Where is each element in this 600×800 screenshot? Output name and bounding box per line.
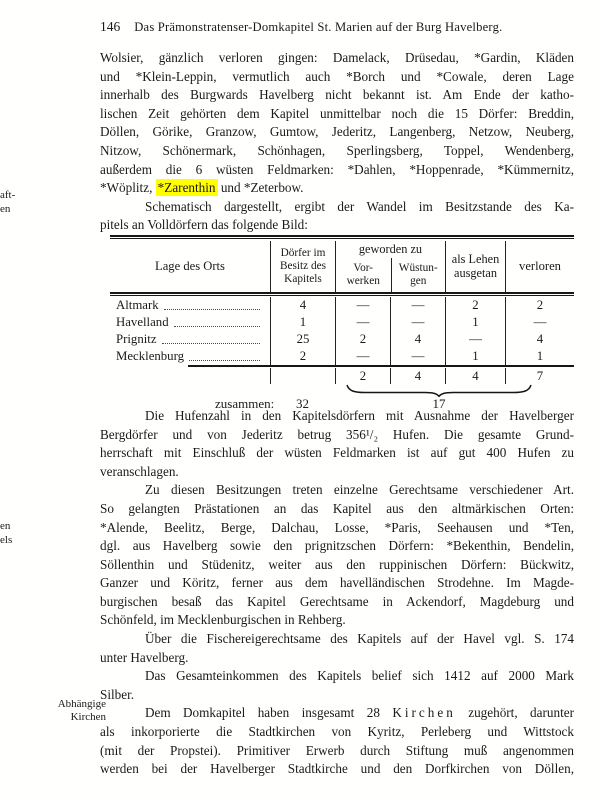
table-summary-row	[110, 395, 574, 413]
table-cell: 25	[270, 331, 335, 348]
margin-note-line: en	[0, 520, 11, 532]
table-body	[110, 297, 574, 365]
table-cell: —	[335, 297, 390, 314]
table-cell: 2	[445, 297, 505, 314]
search-highlight: *Zarenthin	[157, 180, 216, 196]
table-cell: 4	[390, 331, 445, 348]
table-cell: 1	[505, 348, 574, 365]
text-line: (mit der Propstei). Primitiver Erwerb durch Stiftung muß angenommen	[100, 742, 574, 758]
table-row	[110, 348, 574, 365]
table-header-cell: verloren	[505, 241, 574, 292]
running-title: Das Prämonstratenser-Domkapitel St. Marien auf der Burg Havelberg.	[134, 20, 503, 34]
text-line: Das Gesamteinkommen des Kapitels belief sich 1412 auf 2000 Mark	[145, 668, 574, 684]
table-cell: —	[445, 331, 505, 348]
header-line: gen	[410, 274, 427, 287]
text-line: Zu diesen Besitzungen treten einzelne Gerechtsame verschiedener Art.	[145, 482, 574, 498]
text-line: außerdem die 6 wüsten Feldmarken: *Dahlen, *Hoppenrade, *Kümmernitz,	[100, 161, 574, 177]
table-header-cell	[270, 241, 335, 292]
text-line: Bergdörfer und von Jederitz betrug 356¹/₂ Hufen. Die gesamte Grund-	[100, 426, 574, 442]
table-cell: —	[390, 297, 445, 314]
page-number: 146	[100, 19, 121, 34]
margin-note-fragment	[0, 520, 12, 547]
header-line: ausgetan	[453, 266, 498, 281]
table-sum-rule	[188, 365, 574, 367]
table-cell: 2	[505, 297, 574, 314]
margin-note-line: aft-	[0, 189, 16, 201]
margin-note-abhaengige-kirchen	[28, 698, 106, 723]
table-totals-row	[110, 368, 574, 384]
header-line: als Lehen	[451, 252, 500, 267]
table-header-cell: geworden zu	[358, 241, 423, 256]
table-cell: —	[505, 314, 574, 331]
text-line-with-emphasis	[100, 704, 574, 723]
text-line: Söllenthin und Stüdenitz, weiter aus den ruppinischen Dörfern: Bückwitz,	[100, 556, 574, 572]
row-label: Havelland	[116, 314, 169, 329]
text-line: Schematisch dargestellt, ergibt der Wandel im Besitzstande des Ka-	[145, 198, 574, 214]
table-cell: 1	[270, 314, 335, 331]
text-segment: und *Zeterbow.	[217, 180, 304, 196]
table-cell-empty	[110, 368, 270, 384]
row-label-cell	[110, 297, 270, 314]
text-line: werden bei der Havelberger Stadtkirche und den Dorfkirchen von Döllen,	[100, 761, 574, 777]
table-header-row	[110, 241, 574, 292]
table-total-cell: 4	[445, 368, 505, 384]
table-header-cell	[391, 258, 446, 292]
header-line: Dörfer im	[280, 246, 326, 259]
possession-table	[110, 235, 574, 411]
table-row	[110, 314, 574, 331]
text-line: herrschaft mit Einschluß der wüsten Feldmarken ist auf gut 400 Hufen zu	[100, 445, 574, 461]
text-line: und *Klein-Leppin, vermutlich auch *Borch und *Cowale, deren Lage	[100, 68, 574, 84]
text-segment: Dem Domkapitel haben insgesamt 28	[145, 705, 393, 721]
text-column	[100, 49, 574, 779]
text-segment: *Wöplitz,	[100, 180, 156, 196]
table-cell: —	[335, 348, 390, 365]
sum-label: zusammen:	[215, 395, 275, 411]
dot-leader	[162, 331, 260, 344]
text-line: Über die Fischereigerechtsame des Kapitels auf der Havel vgl. S. 174	[145, 631, 574, 647]
table-row	[110, 331, 574, 348]
text-line-with-highlight	[100, 179, 574, 198]
text-line: Silber.	[100, 686, 135, 702]
table-cell: 4	[270, 297, 335, 314]
text-line: Die Hufenzahl in den Kapitelsdörfern mit Ausnahme der Havelberger	[145, 407, 574, 423]
sum-total: 32	[296, 395, 309, 411]
text-line: Döllen, Görike, Granzow, Gumtow, Jederitz, Langenberg, Netzow, Neuberg,	[100, 124, 574, 140]
table-top-rule	[110, 235, 574, 237]
dot-leader	[164, 297, 260, 310]
text-line: als inkorporierte die Stadtkirchen von Kyritz, Perleberg und Wittstock	[100, 724, 574, 740]
row-label-cell	[110, 331, 270, 348]
text-line: *Alende, Beelitz, Berge, Dalchau, Losse, *Paris, Seehausen und *Ten,	[100, 519, 574, 535]
table-cell: 2	[270, 348, 335, 365]
text-line: dgl. aus Havelberg sowie den prignitzschen Dörfern: *Bekenthin, Bendelin,	[100, 538, 574, 554]
brace-total: 17	[432, 395, 446, 411]
text-line: Wolsier, gänzlich verloren gingen: Damelack, Drüsedau, *Gardin, Kläden	[100, 50, 574, 65]
table-header-cell	[445, 241, 505, 292]
text-line: Nitzow, Schönermark, Schönhagen, Sperlingsberg, Toppel, Wendenberg,	[100, 142, 574, 158]
table-header-cell	[336, 258, 391, 292]
table-cell: 4	[505, 331, 574, 348]
header-line: Kapitels	[284, 272, 322, 285]
table-cell-empty	[270, 368, 335, 384]
header-line: Vor-	[353, 261, 374, 274]
table-header-group	[335, 241, 445, 292]
margin-note-line: Kirchen	[70, 710, 106, 723]
header-line: werken	[346, 274, 380, 287]
table-total-cell: 4	[390, 368, 445, 384]
text-line: Ganzer und Köritz, ferner aus dem havelländischen Strodehne. Im Magde-	[100, 575, 574, 591]
table-total-cell: 2	[335, 368, 390, 384]
margin-note-line: els	[0, 533, 13, 546]
table-cell: 1	[445, 348, 505, 365]
row-label-cell	[110, 314, 270, 331]
table-cell: 1	[445, 314, 505, 331]
table-cell: —	[335, 314, 390, 331]
margin-note-line: Abhängige	[57, 698, 106, 710]
table-row	[110, 297, 574, 314]
table-cell: —	[390, 314, 445, 331]
text-line: So gelangten Prästationen an das Kapitel aus den altmärkischen Orten:	[100, 500, 574, 516]
text-line: Schönfeld, im Mecklenburgischen in Rehberg.	[100, 612, 346, 628]
header-line: Besitz des	[279, 259, 327, 272]
text-line: lischen Zeit gehörten dem Kapitel unmittelbar noch die 15 Dörfer: Breddin,	[100, 105, 574, 121]
row-label: Mecklenburg	[116, 348, 184, 363]
table-top-rule	[110, 238, 574, 239]
table-total-cell: 7	[505, 368, 574, 384]
text-segment: zugehört, darunter	[455, 705, 574, 721]
letterspaced-word: Kirchen	[392, 705, 456, 721]
margin-note-fragment	[0, 189, 15, 216]
margin-note-line: en	[0, 202, 11, 215]
text-line: pitels an Volldörfern das folgende Bild:	[100, 217, 308, 233]
row-label: Prignitz	[116, 331, 157, 346]
dot-leader	[189, 348, 260, 361]
table-header-rule	[110, 292, 574, 294]
table-header-subcells	[336, 258, 445, 292]
row-label: Altmark	[116, 297, 159, 312]
table-cell: 2	[335, 331, 390, 348]
text-line: burgischen besaß das Kapitel Gerechtsame in Ackendorf, Magdeburg und	[100, 593, 574, 609]
text-line: innerhalb des Burgwards Havelberg nicht bekannt ist. Am Ende der katho-	[100, 87, 574, 103]
page-header	[100, 18, 580, 36]
header-line: Wüstun-	[398, 261, 438, 274]
text-line: veranschlagen.	[100, 463, 179, 479]
table-header-cell: Lage des Orts	[155, 258, 225, 273]
row-label-cell	[110, 348, 270, 365]
table-cell: —	[390, 348, 445, 365]
text-line: unter Havelberg.	[100, 649, 189, 665]
dot-leader	[174, 314, 260, 327]
